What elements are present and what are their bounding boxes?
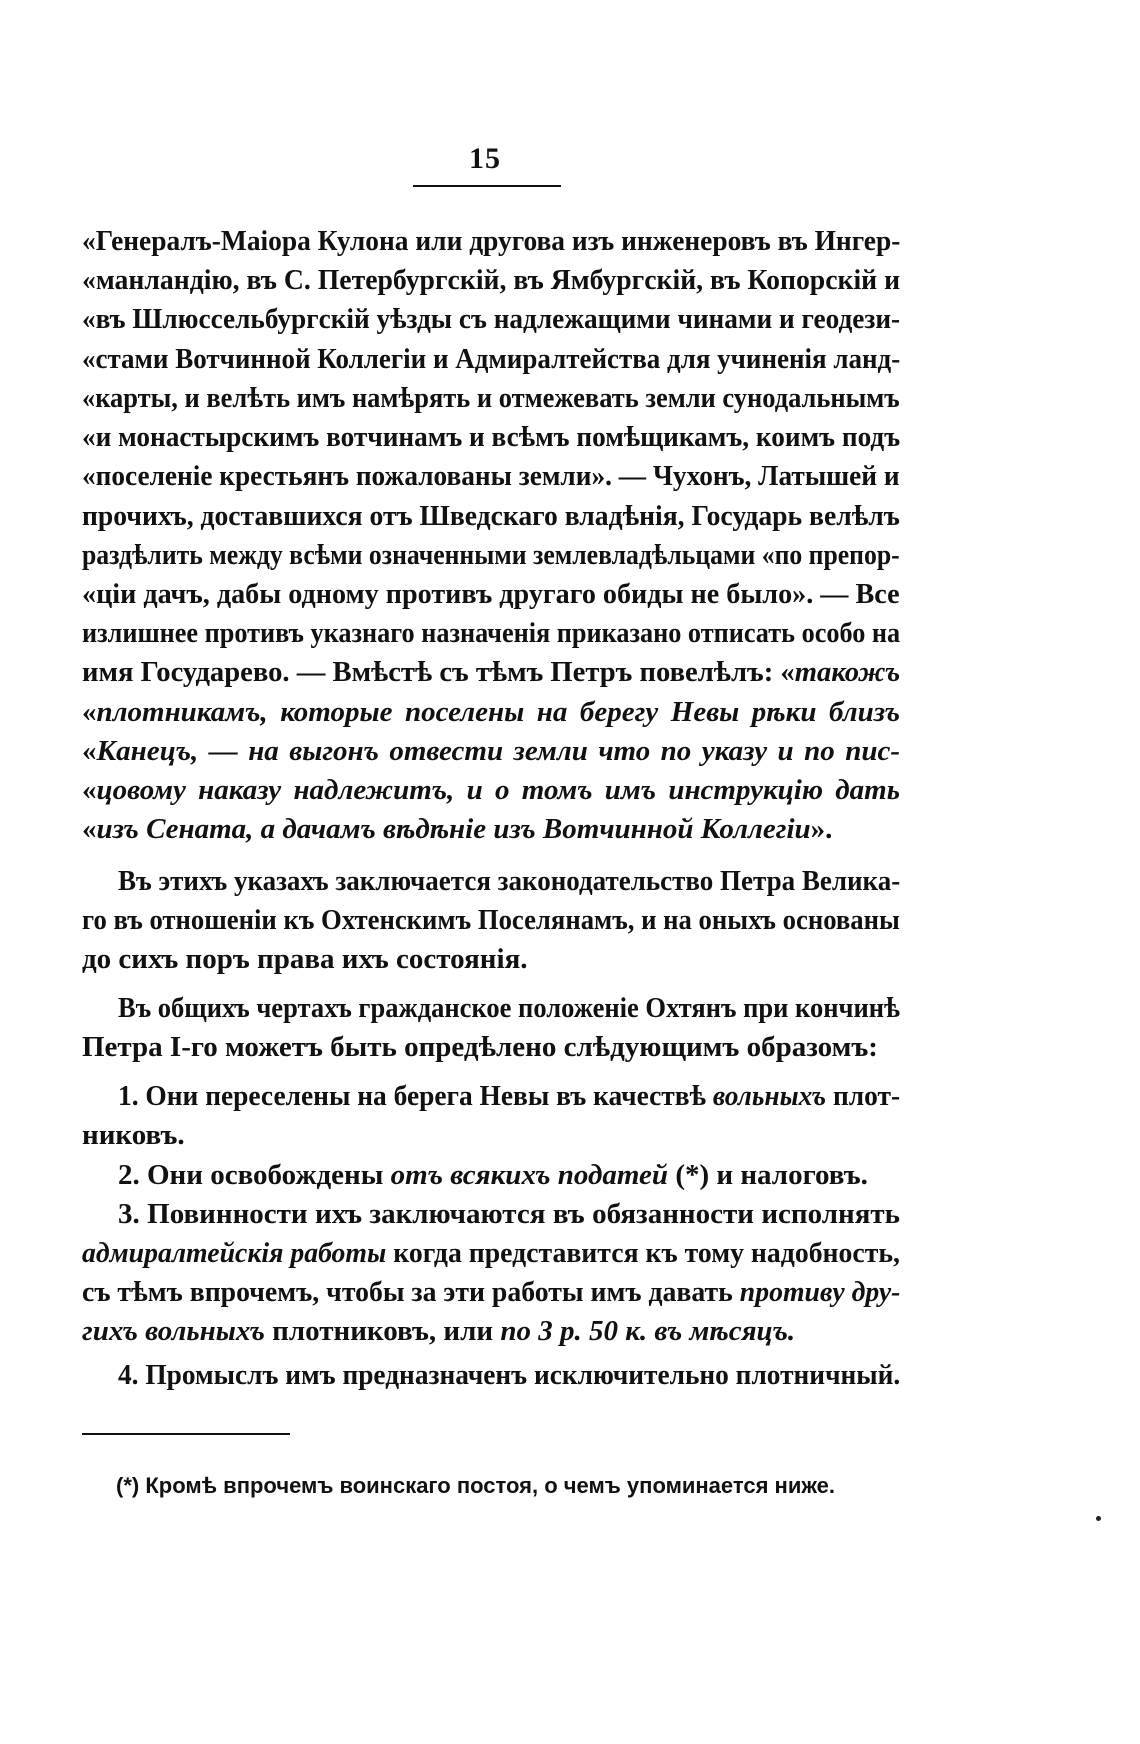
page-number: 15 — [469, 142, 501, 175]
text-line: го въ отношеніи къ Охтенскимъ Поселянамъ, и на оныхъ основаны — [82, 904, 900, 936]
list-item: 3. Повинности ихъ заключаются въ обязанности исполнять — [118, 1198, 900, 1230]
text-line: имя Государево. — Вмѣстѣ съ тѣмъ Петръ повелѣлъ: «такожъ — [82, 656, 901, 688]
text-line: раздѣлить между всѣми означенными землевладѣльцами «по препор- — [82, 539, 900, 571]
text-line: «цовому наказу надлежитъ, и о томъ имъ инструкцію дать — [82, 774, 900, 806]
text-line: «ціи дачъ, дабы одному противъ другаго обиды не было». — Все — [82, 578, 900, 610]
text-line: гихъ вольныхъ плотниковъ, или по 3 р. 50 к. въ мѣсяцъ. — [82, 1315, 796, 1347]
text-line: «изъ Сената, а дачамъ вѣдѣніе изъ Вотчинной Коллегіи». — [82, 813, 833, 845]
text-line: «въ Шлюссельбургскій уѣзды съ надлежащими чинами и геодези- — [82, 303, 901, 335]
list-item: 2. Они освобождены отъ всякихъ податей (*) и налоговъ. — [118, 1159, 868, 1191]
text-line: излишнее противъ указнаго назначенія приказано отписать особо на — [82, 617, 901, 649]
text-line: «стами Вотчинной Коллегіи и Адмиралтейства для учиненія ланд- — [82, 343, 901, 375]
text-line: никовъ. — [82, 1119, 185, 1151]
text-line: «поселеніе крестьянъ пожалованы земли». — Чухонъ, Латышей и — [82, 460, 900, 492]
text-line: «Канецъ, — на выгонъ отвести земли что по указу и по пис- — [82, 735, 900, 767]
footnote: (*) Кромѣ впрочемъ воинскаго постоя, о чемъ упоминается ниже. — [116, 1473, 835, 1498]
list-item: 4. Промыслъ имъ предназначенъ исключительно плотничный. — [118, 1359, 901, 1391]
text-line: «плотникамъ, которые поселены на берегу Невы рѣки близъ — [82, 696, 900, 728]
text-line: Въ этихъ указахъ заключается законодательство Петра Велика- — [118, 865, 901, 897]
text-line: «Генералъ-Маіора Кулона или другова изъ инженеровъ въ Ингер- — [82, 225, 901, 257]
footnote-rule — [82, 1433, 290, 1435]
header-rule — [413, 185, 561, 187]
text-line: съ тѣмъ впрочемъ, чтобы за эти работы имъ давать противу дру- — [82, 1276, 901, 1308]
text-line: прочихъ, доставшихся отъ Шведскаго владѣнія, Государь велѣлъ — [82, 500, 900, 532]
text-line: «манландію, въ С. Петербургскій, въ Ямбургскій, въ Копорскій и — [82, 264, 901, 296]
text-line: адмиралтейскія работы когда представится къ тому надобность, — [82, 1237, 900, 1269]
text-line: «и монастырскимъ вотчинамъ и всѣмъ помѣщикамъ, коимъ подъ — [82, 421, 901, 453]
list-item: 1. Они переселены на берега Невы въ качествѣ вольныхъ плот- — [118, 1080, 901, 1112]
text-line: до сихъ поръ права ихъ состоянія. — [82, 943, 528, 975]
text-line: Въ общихъ чертахъ гражданское положеніе Охтянъ при кончинѣ — [118, 992, 900, 1024]
text-line: «карты, и велѣть имъ намѣрять и отмежевать земли сунодальнымъ — [82, 382, 900, 414]
speck — [1096, 1516, 1101, 1521]
text-line: Петра І-го можетъ быть опредѣлено слѣдующимъ образомъ: — [82, 1031, 878, 1063]
